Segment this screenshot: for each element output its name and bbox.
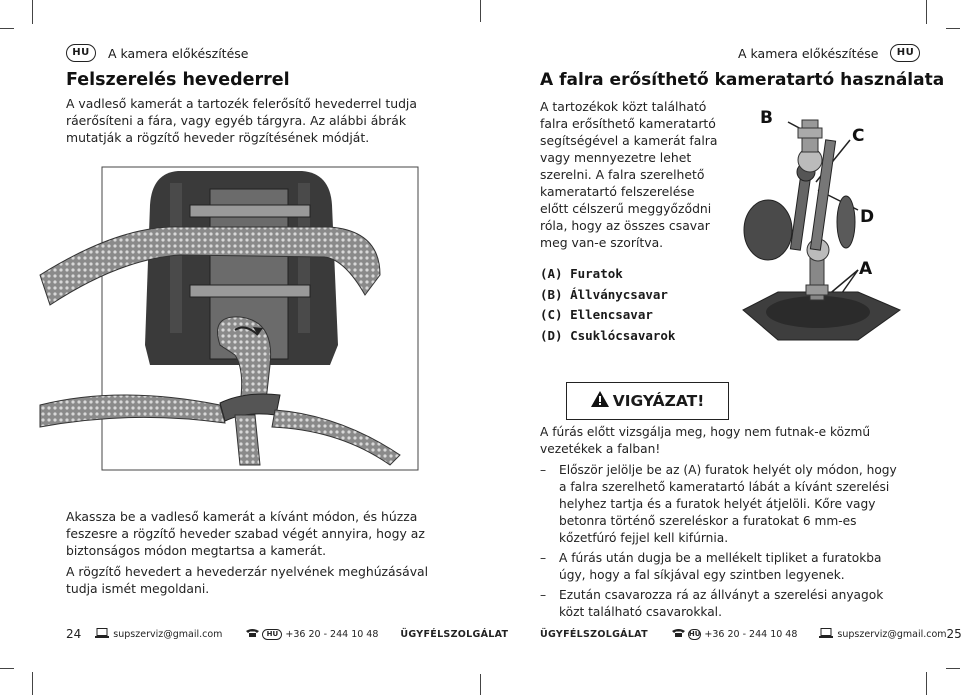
page-title: Felszerelés hevederrel xyxy=(66,70,290,90)
customer-service-label: ÜGYFÉLSZOLGÁLAT xyxy=(400,628,509,640)
part-item: (C) Ellencsavar xyxy=(540,307,653,322)
instruction-paragraph: A rögzítő hevedert a hevederzár nyelvének meghúzásával tudja ismét megoldani. xyxy=(66,564,429,596)
instruction-paragraph: Akassza be a vadleső kamerát a kívánt módon, és húzza feszesre a rögzítő heveder szabad végét annyira, hogy az biztonságos módon megtartsa a kamerát. xyxy=(66,509,425,558)
support-phone[interactable]: +36 20 - 244 10 48 xyxy=(704,628,798,640)
instruction-text xyxy=(66,508,436,601)
warning-list xyxy=(540,462,902,621)
label-c: C xyxy=(852,126,865,146)
left-footer xyxy=(66,627,508,641)
phone-icon xyxy=(672,628,685,640)
support-email[interactable]: supszerviz@gmail.com xyxy=(113,628,223,640)
left-header xyxy=(66,44,248,62)
right-footer xyxy=(540,627,962,641)
page-number: 25 xyxy=(946,627,962,641)
label-a: A xyxy=(859,259,873,279)
warning-icon xyxy=(591,391,609,411)
strap-illustration xyxy=(40,165,440,470)
part-item: (A) Furatok xyxy=(540,266,623,281)
part-item: (B) Állványcsavar xyxy=(540,286,668,302)
part-item: (D) Csuklócsavarok xyxy=(540,327,676,343)
intro-text: A vadleső kamerát a tartozék felerősítő hevederrel tudja ráerősíteni a fára, vagy egyéb tárgyra. Az alábbi ábrák mutatják a rögzítő heveder rögzítésének módját. xyxy=(66,96,417,145)
right-page xyxy=(480,0,960,695)
warning-item: – A fúrás után dugja be a mellékelt tipliket a furatokba úgy, hogy a fal síkjával egy szintben legyenek. xyxy=(540,551,882,582)
laptop-icon xyxy=(95,628,109,641)
language-badge: HU xyxy=(262,629,282,640)
warning-box xyxy=(566,382,729,420)
mount-diagram xyxy=(738,100,913,355)
section-label: A kamera előkészítése xyxy=(738,45,879,61)
phone-icon xyxy=(246,628,259,640)
language-badge: HU xyxy=(890,44,920,62)
warning-item: – Ezután csavarozza rá az állványt a szerelési anyagok közt található csavarokkal. xyxy=(540,588,884,619)
intro-text: A tartozékok közt található falra erősíthető kameratartó segítségével a kamerát falra vagy mennyezetre lehet szerelni. A falra szerelhető kameratartó felszerelése előtt célszerű meggyőződni róla, hogy az összes csavar meg van-e szorítva. xyxy=(540,99,718,250)
warning-item: – Először jelölje be az (A) furatok helyét oly módon, hogy a falra szerelhető kameratartó lábát a kívánt szerelési helyhez tartja és a furatok helyét átjelöli. Kőre vagy betonra történő szereléskor a furatokat 6 mm-es kőzetfúró fejjel kell kifúrnia. xyxy=(540,463,897,545)
section-label: A kamera előkészítése xyxy=(108,45,249,61)
laptop-icon xyxy=(819,628,833,641)
support-phone[interactable]: +36 20 - 244 10 48 xyxy=(285,628,379,640)
right-header xyxy=(738,44,920,62)
label-d: D xyxy=(860,207,875,227)
parts-list xyxy=(540,264,675,346)
page-title: A falra erősíthető kameratartó használata xyxy=(540,70,945,90)
language-badge: HU xyxy=(688,629,701,638)
language-badge: HU xyxy=(66,44,96,62)
warning-title: VIGYÁZAT! xyxy=(612,392,705,410)
warning-body xyxy=(540,424,902,624)
customer-service-label: ÜGYFÉLSZOLGÁLAT xyxy=(540,628,648,640)
label-b: B xyxy=(760,108,773,128)
warning-intro: A fúrás előtt vizsgálja meg, hogy nem futnak-e közmű vezetékek a falban! xyxy=(540,425,871,456)
support-email[interactable]: supszerviz@gmail.com xyxy=(837,628,947,640)
page-number: 24 xyxy=(66,627,82,641)
